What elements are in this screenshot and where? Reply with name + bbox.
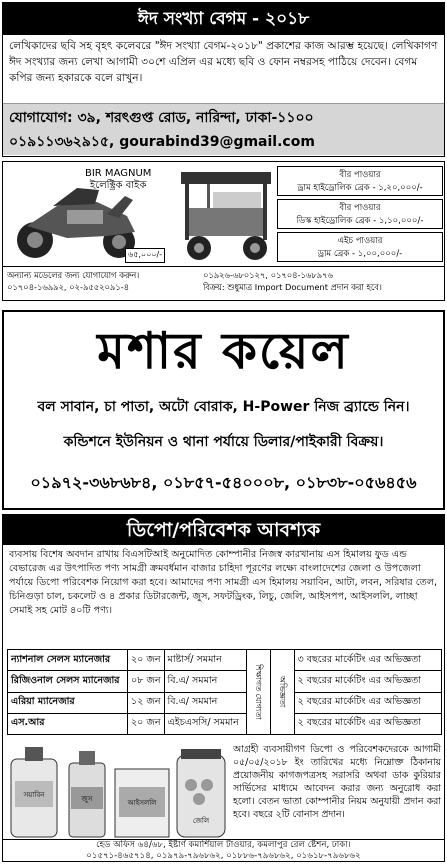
import-document-note: বিক্রয়: শুধুমাত্র Import Document প্রদান করা হবে। [203, 282, 382, 292]
price-item-desc: ড্রাম হাইড্রোলিক ব্রেক - ১,২০,০০০/- [297, 183, 423, 193]
bike-title-block [85, 168, 151, 192]
position-experience: ২ বছরের মার্কেটিং এর অভিজ্ঞতা [294, 671, 441, 692]
vertical-label-text: অভিজ্ঞতা [278, 676, 288, 708]
bike-model-name: BIR MAGNUM [85, 168, 152, 179]
bike-type: ইলেক্ট্রিক বাইক [90, 180, 147, 191]
vehicle-ad-footer [3, 266, 444, 300]
vehicle-phone-right: ০১৯২৬-৬৮০১২৭, ০১৭০৪-১৬৮৯৭৬ [203, 270, 333, 280]
price-item-name: এইচ পাওয়ার [337, 236, 383, 246]
vertical-label-text: শিক্ষাগত যোগ্যতা [254, 664, 264, 720]
price-item [277, 232, 443, 262]
price-item [277, 199, 443, 229]
depot-ad-footer [3, 839, 444, 861]
depot-phones: ০১৫৭১-৪৬৫৭১৪, ০১৯৭৯-৭৯৬৮৬২, ০১৮৮৬-৭৯৬৮৬২, ০১৬১৮-৭৯৬৮৬২ [86, 851, 361, 861]
head-office-address: হেড অফিস ৬৪/৬৮, ইষ্টার্ণ কমার্শিয়াল টাওয়ার, কমলাপুর রেল ষ্টেশন, ঢাকা। [96, 840, 351, 850]
price-item-name: বীর পাওয়ার [339, 170, 381, 180]
position-count: ২০ জন [128, 713, 165, 734]
eid-begum-ad [2, 2, 445, 157]
position-title: এরিয়া ম্যানেজার [8, 692, 128, 713]
position-education: বি.এ/ সমমান [164, 671, 246, 692]
bike-illustration [7, 166, 175, 264]
easybike-illustration [177, 168, 275, 264]
auto-rickshaw-icon [177, 168, 275, 264]
position-experience: ৩ বছরের মার্কেটিং এর অভিজ্ঞতা [294, 650, 441, 671]
experience-vertical-label [270, 650, 294, 735]
bike-price: ৬৫,০০০/- [125, 248, 165, 263]
position-experience: ২ বছরের মার্কেটিং এর অভিজ্ঞতা [294, 713, 441, 734]
depot-apply-text: আগ্রহী ব্যবসায়ীগণ ডিপো ও পরিবেশকদেরকে আগামী ০৫/০৫/২০১৮ ইং তারিখের মধ্যে নিম্নোক্ত ঠিকানায় প্রয়োজনীয় কাগজপত্রসহ সরাসরি অথবা ডাক কুরিয়ার সার্ভিসের মাধ্যমে আবেদন করার জন্য অনুরোধ করা হলো। বেতন ভাতা কোম্পানীর নিয়ম অনুযায়ী প্রদান করা হবে। বছরে ২টি বোনাস প্রদান। [233, 744, 441, 820]
product-label-juice: জুস [81, 795, 93, 803]
coil-ad-dealer: কন্ডিশনে ইউনিয়ন ও থানা পর্যায়ে ডিলার/পাইকারী বিক্রয়। [63, 434, 384, 450]
coil-ad-title: মশার কয়েল [97, 322, 350, 380]
position-title: রিজিওনাল সেলস ম্যানেজার [8, 671, 128, 692]
price-item-name: বীর পাওয়ার [339, 203, 381, 213]
position-count: ০৮ জন [128, 671, 165, 692]
price-item [277, 166, 443, 196]
position-experience: ২ বছরের মার্কেটিং এর অভিজ্ঞতা [294, 692, 441, 713]
position-education: মাষ্টার্স/ সমমান [164, 650, 246, 671]
eid-ad-address: যোগাযোগ: ৩৯, শরৎগুপ্ত রোড, নারিন্দা, ঢাকা-১১০০ [9, 110, 314, 126]
table-row [8, 692, 442, 713]
other-models-note: অন্যান্য মডেলের জন্য যোগাযোগ করুন। [7, 270, 140, 280]
eid-ad-body: লেখিকাদের ছবি সহ বৃহৎ কলেবরে "ঈদ সংখ্যা বেগম-২০১৮" প্রকাশের কাজ আরম্ভ হয়েছে। লেখিকাগণ ঈদ সংখ্যার জন্য লেখা আগামী ৩০শে এপ্রিল এর মধ্যে ছবি ও ফোন নম্বরসহ পাঠিয়ে দেবেন। বেগম কপির জন্য হকারকে বলে রাখুন। [9, 40, 438, 84]
eid-ad-contact-block [3, 103, 444, 155]
position-education: এইচএসসি/ সমমান [164, 713, 246, 734]
position-count: ২০ জন [128, 650, 165, 671]
depot-ad-title: ডিপো/পরিবেশক আবশ্যক [3, 515, 444, 545]
position-count: ১২ জন [128, 692, 165, 713]
product-bottles-icon [7, 741, 229, 841]
product-label-icelolly: আইসললি [127, 799, 157, 807]
positions-table [7, 649, 442, 735]
position-education: বি.এ/ সমমান [164, 692, 246, 713]
eid-ad-contact: ০১৯১১৩৬২৯১৫, gourabind39@gmail.com [9, 134, 315, 150]
table-row [8, 671, 442, 692]
mosquito-coil-ad [2, 310, 445, 510]
product-label-jelly: জেলি [192, 817, 210, 825]
education-vertical-label [246, 650, 270, 735]
eid-ad-title: ঈদ সংখ্যা বেগম - ২০১৮ [3, 3, 444, 35]
position-title: এস.আর [8, 713, 128, 734]
coil-ad-phones: ০১৯৭২-৩৬৮৬৮৪, ০১৮৫৭-৫৪০০০৮, ০১৮৩৮-০৫৬৪৫৬ [30, 473, 417, 492]
price-item-desc: ড্রাম ব্রেক - ১,০০,০০০/- [317, 249, 403, 259]
vehicle-phone-left: ০১৭০৪-১৬৯৯২, ০২-৯৫৫২০৯১-৪ [7, 282, 130, 292]
depot-distributor-ad [2, 514, 445, 862]
product-images [7, 741, 229, 841]
vehicle-ad [2, 161, 445, 301]
depot-ad-body: ব্যবসায় বিশেষ অবদান রাখায় বিএসটিআই অনুমোদিত কোম্পানীর নিজস্ব কারখানায় এস হিমালয় ফুড এন্ড বেভারেজ এর উৎপাদিত পণ্য সামগ্রী ক্রমবর্ধমান বাজার চাহিদা পূরণের লক্ষ্যে বাংলাদেশের জেলা ও উপজেলা পর্যায়ে ডিপো পরিবেশক নিয়োগ করা হবে। আমাদের পণ্য সামগ্রী এস হিমালয় সয়াবিন, আটা, লবন, সরিষার তেল, চিনিগুড়া চাল, চকলেট ও ৪ প্রকার ডিটারজেন্ট, জুস, সফটড্রিংক, লিচু, জেলি, আইসপপ, আইসললি, লাচ্ছা সেমাই সহ মোট ৪০টি পণ্য। [9, 549, 438, 616]
coil-ad-products: বল সাবান, চা পাতা, অটো বোরাক, H-Power নিজ ব্র্যান্ডে নিন। [37, 399, 410, 415]
position-title: ন্যাশনাল সেলস ম্যানেজার [8, 650, 128, 671]
product-label-soybean: সয়াবিন [23, 791, 45, 799]
table-row [8, 650, 442, 671]
price-list [277, 166, 443, 265]
table-row [8, 713, 442, 734]
price-item-desc: ডিস্ক হাইড্রোলিক ব্রেক - ১,১০,০০০/- [296, 216, 424, 226]
